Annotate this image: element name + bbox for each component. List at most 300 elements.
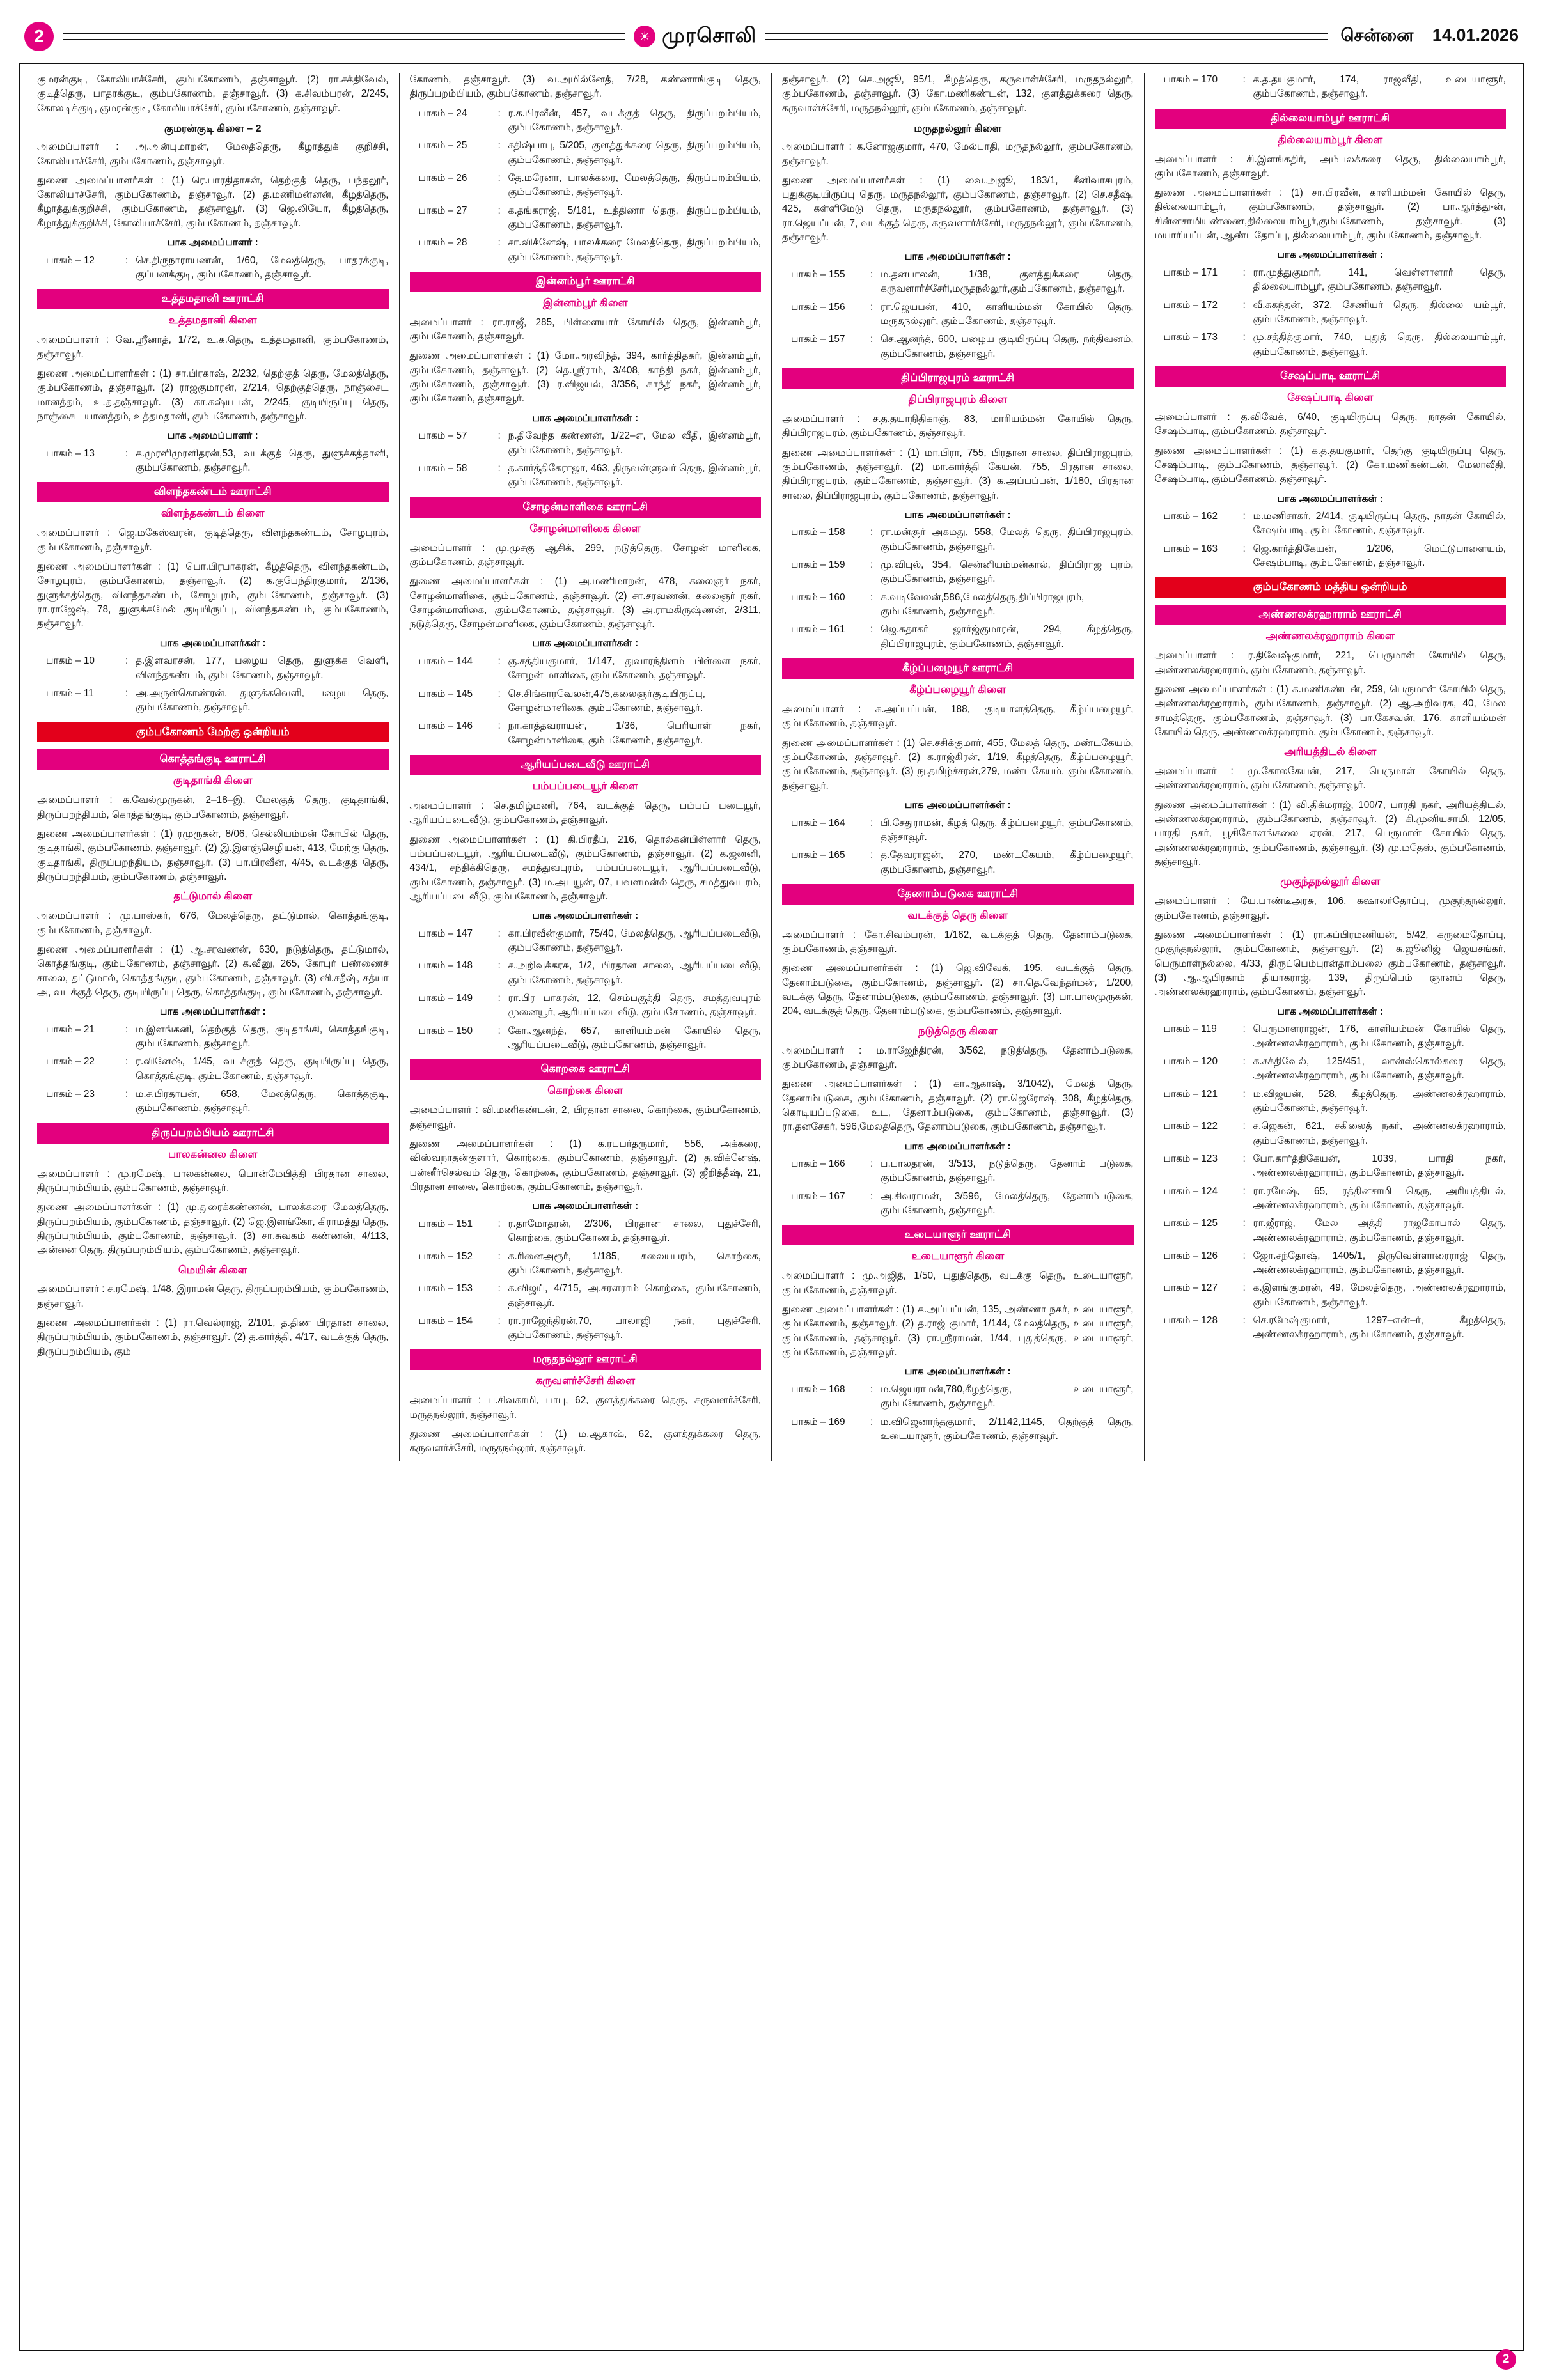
branch-heading: தட்டுமால் கிளை [173, 891, 253, 903]
part-entry [37, 687, 389, 715]
part-entry [410, 655, 762, 683]
part-text: ம.மணிசாகர், 2/414, குடியிருப்பு தெரு, நாதன் கோயில், சேஷம்பாடி, கும்பகோணம், தஞ்சாவூர். [1253, 511, 1506, 536]
part-entry [37, 447, 389, 476]
branch-heading: முகுந்தநல்லூர் கிளை [1280, 876, 1381, 888]
branch-heading: கீழ்ப்பழையூர் கிளை [909, 684, 1006, 696]
part-colon: : [870, 624, 873, 635]
part-entry [1155, 299, 1507, 327]
paragraph: துணை அமைப்பாளர்கள் : (1) கி.பிரதீப், 216, தொல்கன்பிள்ளார் தெரு, பம்பப்படையூர், ஆரியப்படைவீடு, கும்பகோணம், தஞ்சாவூர். (2) க.ஜனனி, 434/1, சந்திக்கிதெரு, சமத்துவபுரம், பம்பப்படையூர், ஆரியப்படைவீடு, கும்பகோணம், தஞ்சாவூர். (3) ம.அபயூன், 07, பவளமன்ல் தெரு, சமத்துவபுரம், ஆரியப்படைவீடு, கும்பகோணம், தஞ்சாவூர். [409, 834, 761, 902]
part-text: க.த.தயகுமார், 174, ராஜவீதி, உடையாளூர், கும்பகோணம், தஞ்சாவூர். [1253, 74, 1506, 100]
part-colon: : [497, 1250, 501, 1262]
part-number: பாகம் – 151 [418, 1218, 473, 1229]
part-text: பெருமாளராஜன், 176, காளியம்மன் கோயில் தெரு, அண்ணலக்ரஹாராம், கும்பகோணம், தஞ்சாவூர். [1253, 1023, 1506, 1049]
paragraph: துணை அமைப்பாளர்கள் : (1) ம.ஆகாஷ், 62, குளத்துக்கரை தெரு, கருவளர்ச்சேரி, மருதநல்லூர், தஞ்சாவூர். [409, 1428, 761, 1454]
part-entry [410, 236, 762, 265]
part-colon: : [1242, 1055, 1246, 1067]
part-text: செ.ஆனந்த், 600, பழைய குடியிருப்பு தெரு, நந்திவனம், கும்பகோணம், தஞ்சாவூர். [881, 334, 1134, 359]
paragraph: அமைப்பாளர் : க.வேல்முருகன், 2–18–இ, மேலகுத் தெரு, குடிதாங்கி, திருப்பறந்தியம், கொத்தங்குடி, கும்பகோணம், தஞ்சாவூர். [37, 795, 389, 820]
paragraph: துணை அமைப்பாளர்கள் : (1) வி.திக்மராஜ், 100/7, பாரதி நகர், அரியத்திடல், அண்ணலக்ரஹாராம், கும்பகோணம், தஞ்சாவூர். (2) கி.முனியசாமி, 12/05, பாரதி நகர், பூசிகோளங்கலை ஏரன், 217, பெருமாள் கோயில் தெரு, அண்ணலக்ரஹாராம், கும்பகோணம், தஞ்சாவூர். (3) மு.மதேஸ், கும்பகோணம், தஞ்சாவூர். [1154, 799, 1506, 868]
part-text: க.முரளிமுரளிதரன்,53, வடக்குத் தெரு, துளுக்கத்தானி, கும்பகோணம், தஞ்சாவூர். [136, 447, 389, 474]
part-entry [410, 959, 762, 988]
ooraatchi-heading: விளந்தகண்டம் ஊராட்சி [37, 482, 389, 502]
part-colon: : [1242, 267, 1246, 279]
part-colon: : [1242, 1250, 1246, 1261]
part-number: பாகம் – 152 [418, 1250, 473, 1262]
paragraph: அமைப்பாளர் : வே.ஸ்ரீனாத், 1/72, உ.க.தெரு, உத்தமதானி, கும்பகோணம், தஞ்சாவூர். [37, 334, 389, 360]
ooraatchi-heading: சேஷப்பாடி ஊராட்சி [1155, 366, 1507, 387]
part-colon: : [870, 301, 873, 313]
part-text: கு.சத்தியகுமார், 1/147, துவாரந்திளம் பிள்ளை நகர், சோழன் மாளிகை, கும்பகோணம், தஞ்சாவூர். [508, 656, 761, 681]
part-number: பாகம் – 27 [418, 205, 467, 216]
part-number: பாகம் – 160 [791, 591, 845, 603]
part-text: ச.அறிவுக்கரசு, 1/2, பிரதான சாலை, ஆரியப்படைவீடு, கும்பகோணம், தஞ்சாவூர். [508, 960, 761, 986]
part-colon: : [870, 334, 873, 345]
ooraatchi-heading: உடையாளூர் ஊராட்சி [782, 1225, 1134, 1245]
part-number: பாகம் – 21 [46, 1023, 95, 1035]
part-entry [37, 654, 389, 683]
paragraph: அமைப்பாளர் : த.விவேக், 6/40, குடியிருப்பு தெரு, நாதன் கோயில், சேஷம்பாடி, கும்பகோணம், தஞ்சாவூர். [1154, 411, 1506, 437]
part-number: பாகம் – 173 [1163, 332, 1218, 343]
paragraph: அமைப்பாளர் : கோ.சிவம்பரன், 1/162, வடக்குத் தெரு, தேனாம்படுகை, கும்பகோணம், தஞ்சாவூர். [782, 929, 1134, 954]
part-number: பாகம் – 155 [791, 269, 845, 281]
ooraatchi-heading: திப்பிராஜபுரம் ஊராட்சி [782, 368, 1134, 389]
part-entry [1155, 266, 1507, 295]
ooraatchi-heading: கும்பகோணம் மேற்கு ஒன்றியம் [37, 722, 389, 743]
part-number: பாகம் – 161 [791, 624, 845, 635]
part-colon: : [870, 591, 873, 603]
paragraph: குமரன்குடி, கோலியாச்சேரி, கும்பகோணம், தஞ்சாவூர். (2) ரா.சக்திவேல், குடித்தெரு, பாதரக்குடி, கும்பகோணம், தஞ்சாவூர். (3) க.சிவம்பரன், 2/245, கோலடிக்குடி, குமரன்குடி, கோலியாச்சேரி, கும்பகோணம், தஞ்சாவூர். [37, 74, 389, 114]
ooraatchi-heading: அண்ணலக்ரஹாராம் ஊராட்சி [1155, 605, 1507, 625]
paragraph: அமைப்பாளர் : ச.த.தயாநிதிகாஞ், 83, மாரியம்மன் கோயில் தெரு, திப்பிராஜபுரம், கும்பகோணம், தஞ்சாவூர். [782, 413, 1134, 439]
part-entry [782, 300, 1134, 329]
part-text: ப.பாலதரன், 3/513, நடுத்தெரு, தேனாம் படுகை, கும்பகோணம், தஞ்சாவூர். [881, 1158, 1134, 1184]
part-number: பாகம் – 167 [791, 1190, 845, 1202]
branch-heading: பம்பப்படையூர் கிளை [532, 780, 638, 792]
part-number: பாகம் – 159 [791, 559, 845, 571]
part-text: க.சக்திவேல், 125/451, லான்ஸ்கொல்கரை தெரு, அண்ணலக்ரஹாராம், கும்பகோணம், தஞ்சாவூர். [1253, 1055, 1506, 1082]
ooraatchi-heading: ஆரியப்படைவீடு ஊராட்சி [410, 755, 762, 775]
part-number: பாகம் – 156 [791, 301, 845, 313]
part-colon: : [1242, 1153, 1246, 1164]
part-number: பாகம் – 24 [418, 107, 467, 119]
part-number: பாகம் – 13 [46, 447, 95, 459]
part-number: பாகம் – 168 [791, 1383, 845, 1395]
part-text: போ.கார்த்திகேயன், 1039, பாரதி நகர், அண்ணலக்ரஹாராம், கும்பகோணம், தஞ்சாவூர். [1253, 1153, 1506, 1179]
part-number: பாகம் – 23 [46, 1089, 95, 1100]
paragraph: அமைப்பாளர் : அ.அன்புமாறன், மேலத்தெரு, கீழாத்துக் குறிச்சி, கோலியாச்சேரி, கும்பகோணம், தஞ்சாவூர். [37, 141, 389, 167]
paragraph: துணை அமைப்பாளர்கள் : (1) க.த.தயகுமார், தெற்கு குடியிருப்பு தெரு, சேஷம்பாடி, கும்பகோணம், தஞ்சாவூர். (2) கோ.மணிகண்டன், மேலாவீதி, சேஷம்பாடி, கும்பகோணம், தஞ்சாவூர். [1154, 445, 1506, 485]
part-colon: : [870, 1190, 873, 1202]
part-entry [1155, 1087, 1507, 1116]
part-entry [410, 687, 762, 716]
branch-heading: மெயின் கிளை [178, 1264, 247, 1276]
part-entry [37, 1087, 389, 1116]
part-text: சதிஷ்பாபு, 5/205, குளத்துக்கரை தெரு, திருப்பறம்பியம், கும்பகோணம், தஞ்சாவூர். [508, 140, 761, 166]
paragraph: துணை அமைப்பாளர்கள் : (1) வை.அஜூ, 183/1, சீனிவாசபுரம், புதுக்குடியிருப்பு தெரு, மருதநல்லூர், கும்பகோணம், தஞ்சாவூர். (2) செ.சதீஷ், 425, கள்ளிமேடு தெரு, மருதநல்லூர், கும்பகோணம், தஞ்சாவூர். (3) ரா.ஜெயப்பன், 7, வடக்குத் தெரு, கருவளார்ச்சேரி, மருதநல்லூர், கும்பகோணம், தஞ்சாவூர். [782, 175, 1134, 244]
part-number: பாகம் – 26 [418, 172, 467, 183]
part-number: பாகம் – 22 [46, 1056, 95, 1068]
paragraph: துணை அமைப்பாளர்கள் : (1) அ.மணிமாறன், 478, கலைஞர் நகர், சோழன்மாளிகை, கும்பகோணம், தஞ்சாவூர். (2) சா.சரவணன், கலைஞர் நகர், சோழன்மாளிகை, கும்பகோணம், தஞ்சாவூர். (3) அ.ராமகிருஷ்ணன், 2/311, நடுத்தெரு, சோழன்மாளிகை, கும்பகோணம், தஞ்சாவூர். [409, 576, 761, 630]
subsection-heading: பாக அமைப்பாளர்கள் : [904, 1366, 1011, 1378]
part-colon: : [497, 1315, 501, 1326]
paragraph: அமைப்பாளர் : யே.பாண்டீஅரசு, 106, கஷாலர்தோப்பு, முகுந்தநல்லூர், கும்பகோணம், தஞ்சாவூர். [1154, 896, 1506, 921]
part-colon: : [497, 172, 501, 183]
part-number: பாகம் – 58 [418, 463, 467, 474]
part-text: ம.ஜெயராமன்,780,கீழத்தெரு, உடையாளூர், கும்பகோணம், தஞ்சாவூர். [881, 1383, 1134, 1410]
part-entry [410, 429, 762, 458]
part-colon: : [497, 205, 501, 216]
part-entry [410, 1217, 762, 1246]
part-colon: : [1242, 1282, 1246, 1294]
part-text: த.கார்த்திகேராஜா, 463, திருவள்ளுவர் தெரு, இன்னம்பூர், கும்பகோணம், தஞ்சாவூர். [508, 463, 761, 488]
paragraph: அமைப்பாளர் : செ.தமிழ்மணி, 764, வடக்குத் தெரு, பம்பப் படையூர், ஆரியப்படைவீடு, கும்பகோணம், தஞ்சாவூர். [409, 800, 761, 826]
part-number: பாகம் – 172 [1163, 299, 1218, 311]
ooraatchi-heading: கும்பகோணம் மத்திய ஒன்றியம் [1155, 577, 1507, 598]
paragraph: அமைப்பாளர் : ர.திவேஷ்குமார், 221, பெருமாள் கோயில் தெரு, அண்ணலக்ரஹாராம், கும்பகோணம், தஞ்சாவூர். [1154, 650, 1506, 676]
part-entry [1155, 1119, 1507, 1148]
part-number: பாகம் – 170 [1163, 74, 1218, 85]
part-entry [410, 1250, 762, 1279]
branch-heading: அரியத்திடல் கிளை [1284, 746, 1377, 758]
part-number: பாகம் – 158 [791, 527, 845, 538]
part-number: பாகம் – 150 [418, 1025, 473, 1036]
part-colon: : [870, 269, 873, 281]
paragraph: துணை அமைப்பாளர்கள் : (1) ரெ.பாரதிதாசன், தெற்குத் தெரு, பந்தலூர், கோலியாச்சேரி, கும்பகோணம், தஞ்சாவூர். (2) த.மணிமன்னன், கீழத்தெரு, கீழாத்துக்குறிச்சி, கும்பகோணம், தஞ்சாவூர். (3) ஜெ.லியோ, கீழத்தெரு, கீழாத்துக்குறிச்சி, கோலியாச்சேரி, கும்பகோணம், தஞ்சாவூர். [37, 175, 389, 229]
part-number: பாகம் – 145 [418, 688, 473, 699]
part-colon: : [870, 1158, 873, 1170]
part-text: ஜெ.கார்த்திகேயன், 1/206, மெட்டுபாளையம், சேஷம்பாடி, கும்பகோணம், தஞ்சாவூர். [1253, 543, 1506, 569]
paragraph: தஞ்சாவூர். (2) செ.அஜூ, 95/1, கீழத்தெரு, கருவாள்ச்சேரி, மருதநல்லூர், கும்பகோணம், தஞ்சாவூர். (3) கோ.மணிகண்டன், 132, குளத்துக்கரை தெரு, கருவாள்ச்சேரி, மருதநல்லூர், கும்பகோணம், தஞ்சாவூர். [782, 74, 1134, 114]
branch-heading: திப்பிராஜபுரம் கிளை [908, 393, 1007, 405]
part-colon: : [497, 430, 501, 442]
part-number: பாகம் – 124 [1163, 1185, 1218, 1197]
part-number: பாகம் – 162 [1163, 511, 1218, 522]
branch-heading: விளந்தகண்டம் கிளை [161, 508, 265, 520]
paragraph: துணை அமைப்பாளர்கள் : (1) ரா.கப்பிரமணியன், 5/42, கருமைதோப்பு, முகுந்தநல்லூர், கும்பகோணம், தஞ்சாவூர். (2) சு.ஜூனிஜ் ஜெயசங்கர், பெருமாள்நல்லை, 4/33, திருப்பெம்புரன்தாம்பலை கும்பகோணம், தஞ்சாவூர். (3) ஆ.ஆபிரகாம் தியாகராஜ், 139, திருப்பெம் ஞானம் தெரு, அண்ணலக்ரஹாராம், கும்பகோணம், தஞ்சாவூர். [1154, 929, 1506, 998]
part-colon: : [125, 1023, 129, 1035]
part-colon: : [870, 1416, 873, 1427]
part-text: சா.விக்னேஷ், பாலக்கரை மேலத்தெரு, திருப்பறம்பியம், கும்பகோணம், தஞ்சாவூர். [508, 237, 761, 263]
paragraph: அமைப்பாளர் : ஜெ.மகேஸ்வரன், குடித்தெரு, விளந்தகண்டம், சோழபுரம், கும்பகோணம், தஞ்சாவூர். [37, 527, 389, 553]
part-colon: : [497, 993, 501, 1004]
part-number: பாகம் – 157 [791, 334, 845, 345]
paragraph: அமைப்பாளர் : ச.ரமேஷ், 1/48, இராமன் தெரு, திருப்பறம்பியம், கும்பகோணம், தஞ்சாவூர். [37, 1284, 389, 1309]
subsection-heading: பாக அமைப்பாளர்கள் : [532, 412, 639, 424]
subsection-heading: பாக அமைப்பாளர்கள் : [1277, 493, 1384, 504]
part-number: பாகம் – 166 [791, 1158, 845, 1170]
branch-heading: நடுத்தெரு கிளை [918, 1025, 998, 1037]
part-entry [1155, 1022, 1507, 1051]
part-entry [410, 462, 762, 490]
part-text: ரா.ரமேஷ், 65, ரத்தினசாமி தெரு, அரியத்திடல், அண்ணலக்ரஹாராம், கும்பகோணம், தஞ்சாவூர். [1253, 1185, 1506, 1211]
subsection-heading: பாக அமைப்பாளர்கள் : [904, 509, 1011, 520]
part-text: தே.மரேனா, பாலக்கரை, மேலத்தெரு, திருப்பறம்பியம், கும்பகோணம், தஞ்சாவூர். [508, 172, 761, 198]
part-colon: : [1242, 1023, 1246, 1035]
part-entry [1155, 509, 1507, 538]
ooraatchi-heading: கீழ்ப்பழையூர் ஊராட்சி [782, 658, 1134, 679]
branch-heading: கருவளர்ச்சேரி கிளை [535, 1375, 636, 1387]
paragraph: துணை அமைப்பாளர்கள் : (1) சா.பிரகாஷ், 2/232, தெற்குத் தெரு, மேலத்தெரு, கும்பகோணம், தஞ்சாவூர். (2) ராஜகுமாரன், 2/214, தெற்குத்தெரு, நாஞ்சைட மானத்தம், உ.த.தஞ்சாவூர். (3) கா.கஷ்யபன், 2/245, குடியிருப்பு தெரு, நாஞ்சைட யானத்தம், உத்தமதானி, கும்பகோணம், தஞ்சாவூர். [37, 368, 389, 422]
part-text: ர.வினேஷ், 1/45, வடக்குத் தெரு, குடியிருப்பு தெரு, கொத்தங்குடி, கும்பகோணம், தஞ்சாவூர். [136, 1056, 389, 1082]
paragraph: அமைப்பாளர் : க.னோஜகுமார், 470, மேல்பாதி, மருதநல்லூர், கும்பகோணம், தஞ்சாவூர். [782, 141, 1134, 167]
part-entry [782, 848, 1134, 877]
text-column-2 [399, 73, 772, 1461]
part-entry [410, 171, 762, 200]
part-number: பாகம் – 127 [1163, 1282, 1218, 1294]
part-entry [782, 591, 1134, 619]
part-entry [410, 1282, 762, 1311]
part-text: ஜோ.சந்தோஷ், 1405/1, திருவெள்ளாரைராஜ் தெரு, அண்ணலக்ரஹாராம், கும்பகோணம், தஞ்சாவூர். [1253, 1250, 1506, 1276]
part-text: க.வடிவேலன்,586,மேலத்தெரு,திப்பிராஜபுரம், கும்பகோணம், தஞ்சாவூர். [881, 591, 1085, 618]
part-text: நா.காத்தவராயன், 1/36, பெரியாள் நகர், சோழன்மாளிகை, கும்பகோணம், தஞ்சாவூர். [508, 720, 761, 746]
edition-place: சென்னை [1340, 25, 1414, 45]
part-entry [37, 1023, 389, 1052]
ooraatchi-heading: மருதநல்லூர் ஊராட்சி [410, 1349, 762, 1370]
part-entry [782, 1157, 1134, 1186]
text-column-3 [771, 73, 1144, 1461]
part-number: பாகம் – 25 [418, 140, 467, 152]
part-colon: : [497, 1218, 501, 1229]
part-text: ரா.ராஜேந்திரன்,70, பாலாஜி நகர், புதுச்சேரி, கும்பகோணம், தஞ்சாவூர். [508, 1315, 761, 1341]
masthead-rule-left [63, 33, 625, 40]
paragraph: அமைப்பாளர் : மு.அஜித், 1/50, புதுத்தெரு, வடக்கு தெரு, உடையாளூர், கும்பகோணம், தஞ்சாவூர். [782, 1270, 1134, 1296]
part-number: பாகம் – 126 [1163, 1250, 1218, 1261]
part-number: பாகம் – 147 [418, 928, 473, 939]
ooraatchi-heading: உத்தமதானி ஊராட்சி [37, 289, 389, 309]
part-text: த.இளவரசன், 177, பழைய தெரு, துளுக்க வெளி, விளந்தகண்டம், கும்பகோணம், தஞ்சாவூர். [136, 655, 389, 681]
part-colon: : [870, 1383, 873, 1395]
paragraph: துணை அமைப்பாளர்கள் : (1) ஜெ.விவேக், 195, வடக்குத் தெரு, தேனாம்படுகை, கும்பகோணம், தஞ்சாவூர். (2) சா.தெ.வேந்தர்மன், 1/200, வடக்கு தெரு, தேனாம்படுகை, கும்பகோணம், தஞ்சாவூர். (3) பா.பாலமுருகன், 204, வடக்குத் தெரு, தேனாம்படுகை, கும்பகோணம், தஞ்சாவூர். [782, 963, 1134, 1017]
part-number: பாகம் – 120 [1163, 1055, 1218, 1067]
part-colon: : [1242, 1218, 1246, 1229]
part-colon: : [125, 687, 129, 699]
subsection-heading: பாக அமைப்பாளர் : [167, 237, 258, 249]
part-colon: : [125, 447, 129, 459]
part-entry [410, 992, 762, 1020]
part-text: க.இளங்குமரன், 49, மேலத்தெரு, அண்ணலக்ரஹாராம், கும்பகோணம், தஞ்சாவூர். [1253, 1282, 1506, 1308]
part-text: கோ.ஆனந்த், 657, காளியம்மன் கோயில் தெரு, ஆரியப்படைவீடு, கும்பகோணம், தஞ்சாவூர். [508, 1025, 761, 1051]
branch-heading: தில்லையாம்பூர் கிளை [1278, 134, 1383, 146]
part-colon: : [1242, 543, 1246, 554]
ooraatchi-heading: கொறகை ஊராட்சி [410, 1059, 762, 1080]
part-entry [1155, 1217, 1507, 1245]
paragraph: துணை அமைப்பாளர்கள் : (1) செ.சசிக்குமார், 455, மேலத் தெரு, மண்டகேயம், கும்பகோணம், தஞ்சாவூர். (2) க.ராஜ்கிரன், 1/19, கீழத்தெரு, கீழ்ப்பழையூர், கும்பகோணம், தஞ்சாவூர். (3) நு.தமிழ்ச்சரன்,279, மண்டகேயம், கும்பகோணம், தஞ்சாவூர். [782, 737, 1134, 791]
part-entry [410, 139, 762, 167]
part-colon: : [497, 928, 501, 939]
part-entry [782, 1190, 1134, 1218]
paragraph: அமைப்பாளர் : வி.மணிகண்டன், 2, பிரதான சாலை, கொற்கை, கும்பகோணம், தஞ்சாவூர். [409, 1105, 761, 1130]
part-entry [1155, 1281, 1507, 1310]
part-entry [410, 1314, 762, 1343]
masthead-edition [1336, 26, 1519, 48]
subsection-heading: பாக அமைப்பாளர்கள் : [1277, 1006, 1384, 1017]
part-entry [1155, 1249, 1507, 1278]
subsection-heading: பாக அமைப்பாளர்கள் : [904, 1140, 1011, 1152]
part-text: அ.சிவராமன், 3/596, மேலத்தெரு, தேனாம்படுகை, கும்பகோணம், தஞ்சாவூர். [881, 1190, 1134, 1217]
branch-heading: அண்ணலக்ரஹாராம் கிளை [1265, 630, 1395, 642]
paragraph: துணை அமைப்பாளர்கள் : (1) மு.துரைக்கண்ணன், பாலக்கரை மேலத்தெரு, திருப்பறம்பியம், கும்பகோணம், தஞ்சாவூர். (2) ஜெ.இளங்கோ, கிராமத்து தெரு, திருப்பறம்பியம், கும்பகோணம், தஞ்சாவூர். (3) சா.சுவகம் கண்ணன், 4/113, அன்னை தெரு, திருப்பறம்பியம், கும்பகோணம், தஞ்சாவூர். [37, 1202, 389, 1256]
paragraph: அமைப்பாளர் : ரா.ராஜீ, 285, பிள்ளையார் கோயில் தெரு, இன்னம்பூர், கும்பகோணம், தஞ்சாவூர். [409, 316, 761, 343]
part-text: க.ரினைஅரூர், 1/185, கலையபரம், கொற்கை, கும்பகோணம், தஞ்சாவூர். [508, 1250, 761, 1276]
paragraph: துணை அமைப்பாளர்கள் : (1) க.ரபபர்தருமார், 556, அக்கரை, விஸ்வநாதன்குளார், கொற்கை, கும்பகோணம், தஞ்சாவூர். (2) த.விக்னேஷ், பன்னீர்செல்வம் தெரு, கொற்கை, கும்பகோணம், தஞ்சாவூர். (3) ஜீறித்தீஷ், 21, பிரதான சாலை, கொற்கை, கும்பகோணம், தஞ்சாவூர். [409, 1138, 761, 1192]
part-number: பாகம் – 153 [418, 1283, 473, 1295]
part-colon: : [1242, 1121, 1246, 1132]
part-colon: : [497, 463, 501, 474]
part-colon: : [1242, 74, 1246, 85]
subsection-heading: பாக அமைப்பாளர் : [167, 430, 258, 442]
part-number: பாகம் – 122 [1163, 1121, 1218, 1132]
column-container [27, 73, 1516, 1461]
part-text: ர.க.பிரவீன், 457, வடக்குத் தெரு, திருப்பறம்பியம், கும்பகோணம், தஞ்சாவூர். [508, 107, 761, 133]
ooraatchi-heading: சோழன்மாளிகை ஊராட்சி [410, 497, 762, 518]
part-text: க.தங்கராஜ், 5/181, உத்திணா தெரு, திருப்பறம்பியம், கும்பகோணம், தஞ்சாவூர். [508, 205, 761, 230]
part-text: ம.தனபாலன், 1/38, குளத்துக்கரை தெரு, கருவளார்ச்சேரி,மருதநல்லூர்,கும்பகோணம், தஞ்சாவூர். [881, 269, 1134, 295]
part-entry [410, 107, 762, 136]
paragraph: அமைப்பாளர் : ம.ராஜேந்திரன், 3/562, நடுத்தெரு, தேனாம்படுகை, கும்பகோணம், தஞ்சாவூர். [782, 1045, 1134, 1070]
part-entry [782, 1383, 1134, 1412]
part-colon: : [497, 237, 501, 249]
part-text: ரா.பிர பாகரன், 12, செம்பகுத்தி தெரு, சமத்துவபுரம் முனையூர், ஆரியப்படைவீடு, கும்பகோணம், தஞ்சாவூர். [508, 993, 761, 1018]
paragraph: அமைப்பாளர் : மு.ரமேஷ், பாலகன்னல, பொன்மேபித்தி பிரதான சாலை, திருப்பறம்பியம், கும்பகோணம், தஞ்சாவூர். [37, 1168, 389, 1194]
part-number: பாகம் – 171 [1163, 267, 1218, 279]
edition-date: 14.01.2026 [1432, 25, 1519, 45]
branch-heading: சோழன்மாளிகை கிளை [529, 522, 641, 534]
paragraph: அமைப்பாளர் : மு.பாஸ்கர், 676, மேலத்தெரு, தட்டுமால், கொத்தங்குடி, கும்பகோணம், தஞ்சாவூர். [37, 910, 389, 936]
paragraph: துணை அமைப்பாளர்கள் : (1) ஆ.சரவணன், 630, நடுத்தெரு, தட்டுமால், கொத்தங்குடி, கும்பகோணம், தஞ்சாவூர். (2) க.வீனு, 265, கோபுர் பண்ணைச் சாலை, தட்டுமால், கொத்தங்குடி, கும்பகோணம், தஞ்சாவூர். (3) வி.சதீஷ், சத்யா அ, வடக்குத் தெரு, குடியிருப்பு தெரு, கொத்தங்குடி, கும்பகோணம், தஞ்சாவூர். [37, 944, 389, 998]
part-colon: : [497, 1025, 501, 1036]
branch-heading: வடக்குத் தெரு கிளை [907, 909, 1008, 921]
paragraph: துணை அமைப்பாளர்கள் : (1) க.அப்பப்பன், 135, அண்ணா நகர், உடையாளூர், கும்பகோணம், தஞ்சாவூர். (2) த.ராஜ் குமார், 1/144, மேலத்தெரு, உடையாளூர், கும்பகோணம், தஞ்சாவூர். (3) ரா.ஸ்ரீராமன், 1/44, புதுத்தெரு, உடையாளூர், கும்பகோணம், தஞ்சாவூர். [782, 1303, 1134, 1358]
part-colon: : [497, 720, 501, 732]
part-entry [782, 1415, 1134, 1444]
part-text: மு.விபுல், 354, சென்னியம்மன்கால், திப்பிராஜ புரம், கும்பகோணம், தஞ்சாவூர். [881, 559, 1134, 585]
part-text: க.விஜய், 4/715, அ.சரளராம் கொற்கை, கும்பகோணம், தஞ்சாவூர். [508, 1283, 761, 1309]
part-entry [1155, 1055, 1507, 1084]
paragraph: அமைப்பாளர் : மு.கோலகேயன், 217, பெருமாள் கோயில் தெரு, அண்ணலக்ரஹாராம், கும்பகோணம், தஞ்சாவூர். [1154, 766, 1506, 791]
part-colon: : [870, 817, 873, 828]
part-text: அ.அருள்கொண்ரன், துளுக்கவெளி, பழைய தெரு, கும்பகோணம், தஞ்சாவூர். [136, 687, 389, 713]
part-colon: : [1242, 511, 1246, 522]
part-colon: : [1242, 1315, 1246, 1326]
part-number: பாகம் – 169 [791, 1416, 845, 1427]
subsection-heading: பாக அமைப்பாளர்கள் : [532, 1201, 639, 1212]
part-entry [1155, 542, 1507, 571]
part-entry [410, 204, 762, 233]
part-text: செ.சிங்காரவேலன்,475,கலைஞர்குடியிருப்பு, சோழன்மாளிகை, கும்பகோணம், தஞ்சாவூர். [508, 688, 706, 714]
ooraatchi-heading: தில்லையாம்பூர் ஊராட்சி [1155, 109, 1507, 129]
paragraph: அமைப்பாளர் : ப.சிவகாமி, பாபு, 62, குளத்துக்கரை தெரு, கருவளர்ச்சேரி, மருதநல்லூர், தஞ்சாவூர். [409, 1395, 761, 1420]
paragraph: துணை அமைப்பாளர்கள் : (1) சா.பிரவீன், காளியம்மன் கோயில் தெரு, தில்லையாம்பூர், கும்பகோணம், தஞ்சாவூர். (2) பா.ஆர்த்து-ன், சின்னசாமியண்ணை,தில்லையாம்பூர்,கும்பகோணம், தஞ்சாவூர். (3) மயாரியப்பன், ஆண்டதோப்பு, தில்லையாம்பூர், கும்பகோணம், தஞ்சாவூர். [1154, 187, 1506, 242]
part-entry [782, 816, 1134, 845]
part-entry [410, 927, 762, 956]
page-number-badge: 2 [24, 22, 54, 51]
part-number: பாகம் – 119 [1163, 1023, 1217, 1035]
branch-heading: உடையாளூர் கிளை [911, 1250, 1005, 1263]
paragraph: துணை அமைப்பாளர்கள் : (1) ரா.வெல்ராஜ், 2/101, த.திண பிரதான சாலை, திருப்பறம்பியம், கும்பகோணம், தஞ்சாவூர். (2) த.கார்த்தி, 4/17, வடக்குத் தெரு, திருப்பறம்பியம், கும் [37, 1318, 389, 1357]
part-entry [1155, 331, 1507, 359]
part-entry [1155, 1314, 1507, 1342]
part-number: பாகம் – 10 [46, 655, 95, 667]
part-number: பாகம் – 165 [791, 850, 845, 861]
paragraph: அமைப்பாளர் : மு.முசகு ஆசிக், 299, நடுத்தெரு, சோழன் மாளிகை, கும்பகோணம், தஞ்சாவூர். [409, 542, 761, 568]
part-entry [37, 1055, 389, 1084]
part-text: வீ.சுகந்தன், 372, சேணியர் தெரு, தில்லை யம்பூர், கும்பகோணம், தஞ்சாவூர். [1253, 299, 1506, 325]
subsection-heading: பாக அமைப்பாளர்கள் : [904, 251, 1011, 263]
part-colon: : [125, 1056, 129, 1068]
part-entry [782, 558, 1134, 587]
part-colon: : [497, 960, 501, 972]
part-colon: : [870, 559, 873, 571]
part-text: ரா.ஜீராஜ், மேல அத்தி ராஜகோபால் தெரு, அண்ணலக்ரஹாராம், கும்பகோணம், தஞ்சாவூர். [1253, 1218, 1506, 1243]
part-number: பாகம் – 154 [418, 1315, 473, 1326]
part-entry [410, 719, 762, 748]
ooraatchi-heading: திருப்பறம்பியம் ஊராட்சி [37, 1123, 389, 1144]
part-text: பி.சேதுராமன், கீழத் தெரு, கீழ்ப்பழையூர், கும்பகோணம், தஞ்சாவூர். [881, 817, 1134, 843]
branch-heading: இன்னம்பூர் கிளை [542, 297, 628, 309]
part-number: பாகம் – 163 [1163, 543, 1218, 554]
part-text: ம.விஜெனாந்தகுமார், 2/1142,1145, தெற்குத் தெரு, உடையாளூர், கும்பகோணம், தஞ்சாவூர். [881, 1416, 1134, 1442]
part-colon: : [497, 688, 501, 699]
part-number: பாகம் – 123 [1163, 1153, 1218, 1164]
subsection-heading: பாக அமைப்பாளர்கள் : [1277, 249, 1384, 261]
masthead [19, 17, 1524, 56]
branch-heading: குடிதாங்கி கிளை [173, 775, 253, 787]
paragraph: துணை அமைப்பாளர்கள் : (1) மா.பிரா, 755, பிரதான சாலை, திப்பிராஜபுரம், கும்பகோணம், தஞ்சாவூர். (2) மா.கார்த்தி கேயன், 755, பிரதான சாலை, திப்பிராஜபுரம், கும்பகோணம், தஞ்சாவூர். (3) க.அப்பப்பன், 1/180, பிரதான சாலை, திப்பிராஜபுரம், கும்பகோணம், தஞ்சாவூர். [782, 447, 1134, 501]
part-number: பாகம் – 128 [1163, 1315, 1218, 1326]
part-colon: : [1242, 332, 1246, 343]
part-colon: : [125, 254, 129, 266]
masthead-logo [634, 24, 756, 50]
ooraatchi-heading: தேணாம்படுகை ஊராட்சி [782, 884, 1134, 905]
part-text: ம.ச.பிரதாபன், 658, மேலத்தெரு, கொத்தகுடி, கும்பகோணம், தஞ்சாவூர். [136, 1089, 389, 1114]
part-colon: : [497, 140, 501, 152]
part-number: பாகம் – 57 [418, 430, 467, 442]
paragraph: துணை அமைப்பாளர்கள் : (1) க.மணிகண்டன், 259, பெருமாள் கோயில் தெரு, அண்ணலக்ரஹாராம், கும்பகோணம், தஞ்சாவூர். (2) ஆ.அறிவரசு, 40, மேல சாமத்தெரு, கும்பகோணம், தஞ்சாவூர். (3) பா.கேசவன், 176, காளியம்மன் கோயில் தெரு, அண்ணலக்ரஹாராம், கும்பகோணம், தஞ்சாவூர். [1154, 683, 1506, 738]
part-colon: : [870, 850, 873, 861]
branch-heading: சேஷப்பாடி கிளை [1287, 391, 1374, 403]
subsection-heading: பாக அமைப்பாளர்கள் : [159, 1006, 266, 1018]
part-colon: : [1242, 1088, 1246, 1100]
part-entry [1155, 1185, 1507, 1213]
subsection-heading: பாக அமைப்பாளர்கள் : [904, 799, 1011, 811]
part-entry [782, 623, 1134, 651]
part-text: ந.திவேந்த கண்ணன், 1/22–எ, மேல வீதி, இன்னம்பூர், கும்பகோணம், தஞ்சாவூர். [508, 430, 761, 456]
paragraph: துணை அமைப்பாளர்கள் : (1) பொ.பிரபாகரன், கீழத்தெரு, விளந்தகண்டம், சோழபுரம், கும்பகோணம், தஞ்சாவூர். (2) க.குபேந்திரகுமார், 2/136, துளுக்கத்தெரு, விளந்தகண்டம், சோழபுரம், கும்பகோணம், தஞ்சாவூர். (3) ரா.ராஜேஷ், 78, துளுக்கமேல் குடியிருப்பு, விளந்தகண்டம், கும்பகோணம், தஞ்சாவூர். [37, 561, 389, 630]
part-number: பாகம் – 164 [791, 817, 845, 828]
branch-heading: உத்தமதானி கிளை [169, 315, 257, 327]
section-heading: குமரன்குடி கிளை – 2 [164, 123, 262, 134]
text-column-1 [27, 73, 399, 1461]
sun-emblem-icon: ☀ [634, 26, 655, 47]
ooraatchi-heading: இன்னம்பூர் ஊராட்சி [410, 272, 762, 292]
part-number: பாகம் – 125 [1163, 1218, 1218, 1229]
subsection-heading: பாக அமைப்பாளர்கள் : [159, 637, 266, 649]
part-entry [782, 525, 1134, 554]
paragraph: அமைப்பாளர் : சி.இளங்கதிர், அம்பலக்கரை தெரு, தில்லையாம்பூர், கும்பகோணம், தஞ்சாவூர். [1154, 153, 1506, 179]
part-number: பாகம் – 28 [418, 237, 467, 249]
part-colon: : [497, 107, 501, 119]
part-text: செ.ரமேஷ்குமார், 1297–என்–ர், கீழத்தெரு, அண்ணலக்ரஹாராம், கும்பகோணம், தஞ்சாவூர். [1253, 1315, 1506, 1341]
part-text: செ.திருநாராயணன், 1/60, மேலத்தெரு, பாதரக்குடி, குப்பனக்குடி, கும்பகோணம், தஞ்சாவூர். [136, 254, 389, 281]
paragraph: அமைப்பாளர் : க.அப்பப்பன், 188, குடியாளத்தெரு, கீழ்ப்பழையூர், கும்பகோணம், தஞ்சாவூர். [782, 703, 1134, 729]
part-entry [782, 332, 1134, 361]
subsection-heading: பாக அமைப்பாளர்கள் : [532, 910, 639, 922]
part-text: ச.ஜெகன், 621, சகிலைத் நகர், அண்ணலக்ரஹாராம், கும்பகோணம், தஞ்சாவூர். [1253, 1121, 1506, 1146]
masthead-rule-right [765, 33, 1328, 40]
part-text: ர.தாமோதரன், 2/306, பிரதான சாலை, புதுச்சேரி, கொற்கை, கும்பகோணம், தஞ்சாவூர். [508, 1218, 761, 1244]
part-number: பாகம் – 144 [418, 656, 473, 667]
publication-title: முரசொலி [662, 23, 757, 47]
